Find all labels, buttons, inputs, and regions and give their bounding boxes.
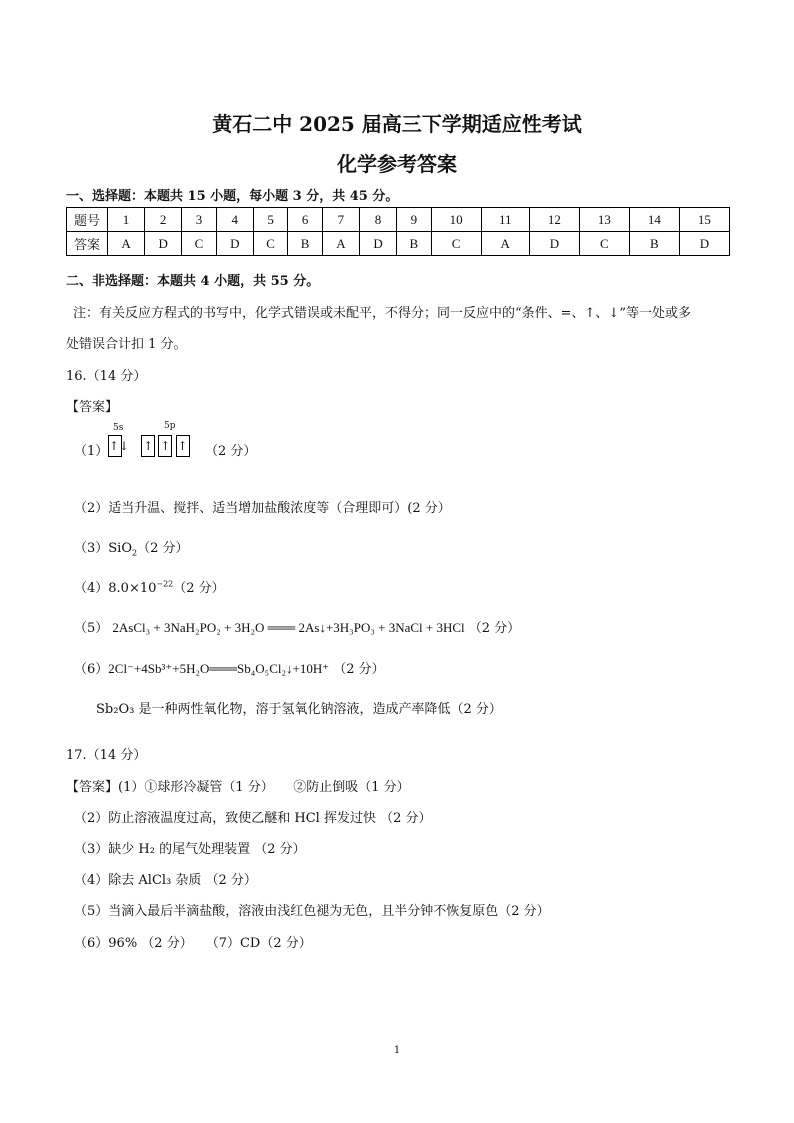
section-2-heading: 二、非选择题：本题共 4 小题，共 55 分。 [66,274,320,289]
table-cell: 1 [108,208,145,232]
q16-p4-exponent: −22 [156,579,174,589]
orbital-box-5p-3: ↑ [176,435,190,457]
q16-answer-tag: 【答案】 [66,400,119,415]
q16-p3-label: （3）SiO [74,541,132,556]
orbital-5s-label: 5s [113,423,124,433]
table-row-numbers [67,208,730,232]
q16-p5-label: （5） [74,621,109,636]
note-line-2: 处错误合计扣 1 分。 [66,337,187,352]
q16-p4 [74,577,225,596]
q16-p5-equation: 2AsCl₃ + 3NaH₂PO₂ + 3H₂O ═══ 2As↓+3H₃PO₃ + 3NaCl + 3HCl [112,620,465,635]
title-line-1: 黄石二中 2025 届高三下学期适应性考试 [212,112,582,136]
table-cell: 15 [679,208,729,232]
q17-p1: 【答案】(1）①球形冷凝管（1 分） ②防止倒吸（1 分） [66,780,410,795]
table-cell: 4 [216,208,253,232]
section-1-heading: 一、选择题：本题共 15 小题，每小题 3 分，共 45 分。 [66,189,399,204]
table-cell: 9 [397,208,432,232]
q16-p6-note: Sb₂O₃ 是一种两性氧化物，溶于氢氧化钠溶液，造成产率降低（2 分） [96,702,502,717]
orbital-5p-label: 5p [164,421,176,431]
table-cell: C [182,232,217,256]
q17-p4: （4）除去 AlCl₃ 杂质 （2 分） [74,873,257,888]
table-cell: B [629,232,679,256]
table-cell: A [481,232,529,256]
q16-p4-label: （4）8.0×10 [74,581,157,596]
q16-p1-score: （2 分） [205,444,257,459]
note-line-1: 注：有关反应方程式的书写中，化学式错误或未配平，不得分；同一反应中的“条件、=、↑、↓”等一处或多 [73,306,691,321]
table-cell: B [397,232,432,256]
table-cell: A [322,232,359,256]
table-cell: 8 [359,208,396,232]
table-cell: C [431,232,481,256]
q16-p1-label: （1） [74,444,109,459]
orbital-box-5p-1: ↑ [141,435,155,457]
table-cell: 13 [579,208,629,232]
table-cell: A [108,232,145,256]
title-line-2: 化学参考答案 [337,152,457,176]
table-cell: D [216,232,253,256]
table-cell: D [529,232,579,256]
q17-p5: （5）当滴入最后半滴盐酸，溶液由浅红色褪为无色，且半分钟不恢复原色（2 分） [74,904,550,919]
table-cell: 12 [529,208,579,232]
table-cell: D [145,232,182,256]
q16-p3 [74,537,189,558]
table-cell: B [288,232,323,256]
q16-p3-score: （2 分） [137,541,189,556]
q16-p6-label: （6） [74,662,109,677]
orbital-diagram [108,435,189,457]
page-number: 1 [393,1045,401,1056]
q16-p5 [74,617,520,636]
q16-p4-score: （2 分） [173,581,225,596]
q17-p6: （6）96% （2 分） （7）CD（2 分） [74,936,312,951]
table-cell: D [679,232,729,256]
q16-p6-equation: 2Cl⁻+4Sb³⁺+5H₂O═══Sb₄O₅Cl₂↓+10H⁺ [108,661,330,676]
orbital-box-5p-2: ↑ [158,435,172,457]
table-cell: 14 [629,208,679,232]
table-cell: 6 [288,208,323,232]
table-cell: 10 [431,208,481,232]
q17-header: 17.（14 分） [66,748,147,763]
q16-p3-subscript: 2 [132,548,138,558]
table-row-answers [67,232,730,256]
table-header-answer: 答案 [67,232,108,256]
q16-header: 16.（14 分） [66,369,147,384]
answer-table [66,207,730,256]
table-cell: 5 [253,208,288,232]
q16-p6 [74,658,385,677]
q16-p6-score: （2 分） [333,662,385,677]
table-cell: D [359,232,396,256]
orbital-box-5s: ↑↓ [108,435,122,457]
q17-p3: （3）缺少 H₂ 的尾气处理装置 （2 分） [74,842,306,857]
table-cell: 3 [182,208,217,232]
q16-p5-score: （2 分） [468,621,521,636]
q16-p2: （2）适当升温、搅拌、适当增加盐酸浓度等（合理即可）(2 分） [74,501,451,516]
table-cell: 7 [322,208,359,232]
table-cell: 2 [145,208,182,232]
table-cell: 11 [481,208,529,232]
table-cell: C [253,232,288,256]
q17-p2: （2）防止溶液温度过高，致使乙醚和 HCl 挥发过快 （2 分） [74,811,432,826]
table-header-number: 题号 [67,208,108,232]
table-cell: C [579,232,629,256]
